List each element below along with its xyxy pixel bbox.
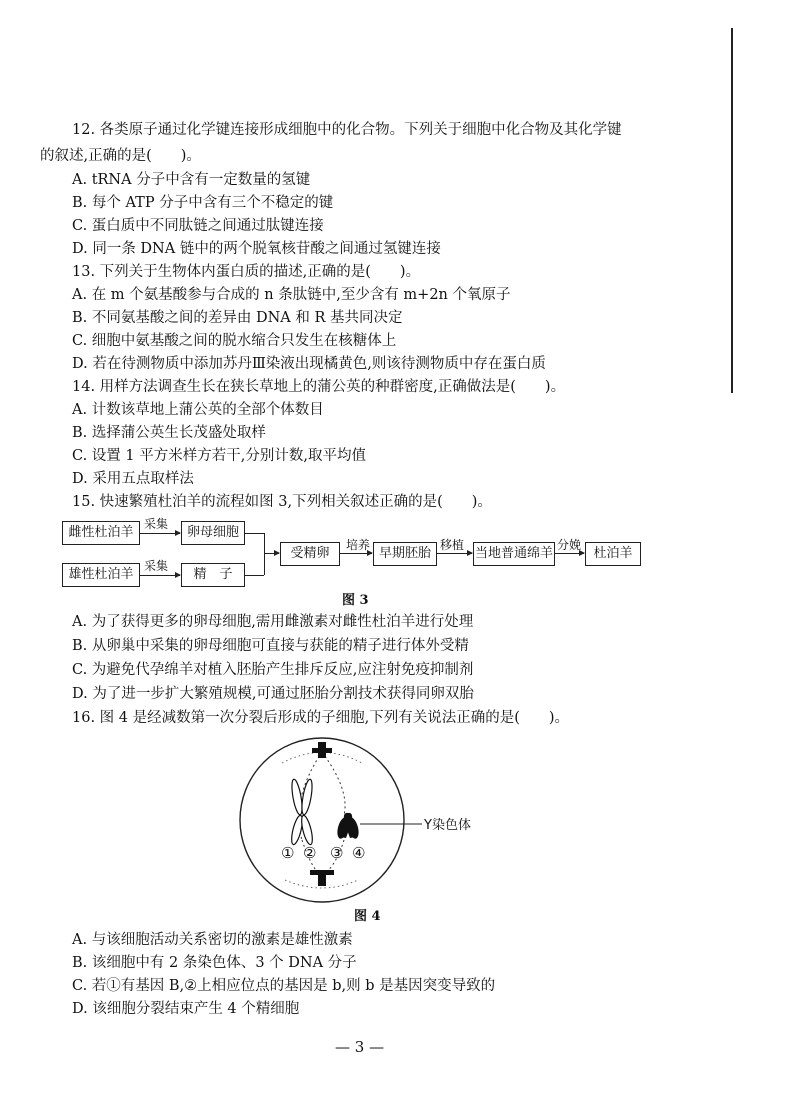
marker-4: ④ [352,844,366,862]
q15-option-a: A. 为了获得更多的卵母细胞,需用雌激素对雌性杜泊羊进行处理 [72,614,474,630]
chromosome-x-pair [289,779,314,846]
q14-option-b: B. 选择蒲公英生长茂盛处取样 [72,425,266,441]
marker-3: ③ [330,844,344,862]
q15-option-d: D. 为了进一步扩大繁殖规模,可通过胚胎分割技术获得同卵双胎 [72,686,474,702]
q14-option-c: C. 设置 1 平方米样方若干,分别计数,取平均值 [72,448,366,464]
box-male-dorper: 雄性杜泊羊 [62,563,140,587]
q16-option-d: D. 该细胞分裂结束产生 4 个精细胞 [72,1001,300,1017]
q13-option-d: D. 若在待测物质中添加苏丹Ⅲ染液出现橘黄色,则该待测物质中存在蛋白质 [72,356,546,372]
q12-option-c: C. 蛋白质中不同肽链之间通过肽键连接 [72,218,324,234]
label-collect-male: 采集 [144,559,169,573]
marker-2: ② [303,844,317,862]
q12-stem-cont: 的叙述,正确的是( )。 [40,148,201,164]
q15-option-b: B. 从卵巢中采集的卵母细胞可直接与获能的精子进行体外受精 [72,638,469,654]
q14-stem: 14. 用样方法调查生长在狭长草地上的蒲公英的种群密度,正确做法是( )。 [72,379,566,395]
centriole-bottom [310,870,334,886]
marker-1: ① [281,844,295,862]
q15-stem: 15. 快速繁殖杜泊羊的流程如图 3,下列相关叙述正确的是( )。 [72,494,492,510]
box-early-embryo: 早期胚胎 [373,542,437,566]
q15-option-c: C. 为避免代孕绵羊对植入胚胎产生排斥反应,应注射免疫抑制剂 [72,662,474,678]
q13-stem: 13. 下列关于生物体内蛋白质的描述,正确的是( )。 [72,264,421,280]
spindle-fiber-right [322,752,345,815]
box-zygote: 受精卵 [280,542,340,566]
centriole-top [312,742,332,758]
chromosome-y-pair [335,813,360,840]
q12-option-b: B. 每个 ATP 分子中含有三个不稳定的键 [72,195,334,211]
label-birth: 分娩 [557,538,582,552]
q13-option-c: C. 细胞中氨基酸之间的脱水缩合只发生在核糖体上 [72,333,397,349]
label-transfer: 移植 [440,538,465,552]
q12-option-a: A. tRNA 分子中含有一定数量的氢键 [72,172,311,188]
y-chromosome-label: Y染色体 [424,818,471,833]
q12-option-d: D. 同一条 DNA 链中的两个脱氧核苷酸之间通过氢键连接 [72,241,441,257]
q13-option-a: A. 在 m 个氨基酸参与合成的 n 条肽链中,至少含有 m+2n 个氧原子 [72,287,511,303]
box-oocyte: 卵母细胞 [181,521,245,545]
box-sperm: 精 子 [181,563,245,587]
figure-3-caption: 图 3 [342,593,369,608]
q13-option-b: B. 不同氨基酸之间的差异由 DNA 和 R 基共同决定 [72,310,403,326]
figure-4-caption: 图 4 [354,909,381,924]
q16-option-c: C. 若①有基因 B,②上相应位点的基因是 b,则 b 是基因突变导致的 [72,978,496,994]
box-dorper-sheep: 杜泊羊 [585,542,641,566]
box-female-dorper: 雌性杜泊羊 [62,521,140,545]
q16-option-b: B. 该细胞中有 2 条染色体、3 个 DNA 分子 [72,955,357,971]
q12-stem: 12. 各类原子通过化学键连接形成细胞中的化合物。下列关于细胞中化合物及其化学键 [72,122,622,138]
label-collect-female: 采集 [144,517,169,531]
page-number: — 3 — [335,1038,385,1056]
box-local-sheep: 当地普通绵羊 [473,542,555,566]
label-culture: 培养 [346,538,371,552]
q14-option-d: D. 采用五点取样法 [72,471,194,487]
q14-option-a: A. 计数该草地上蒲公英的全部个体数目 [72,402,324,418]
q16-option-a: A. 与该细胞活动关系密切的激素是雄性激素 [72,932,353,948]
q16-stem: 16. 图 4 是经减数第一次分裂后形成的子细胞,下列有关说法正确的是( )。 [72,710,570,726]
